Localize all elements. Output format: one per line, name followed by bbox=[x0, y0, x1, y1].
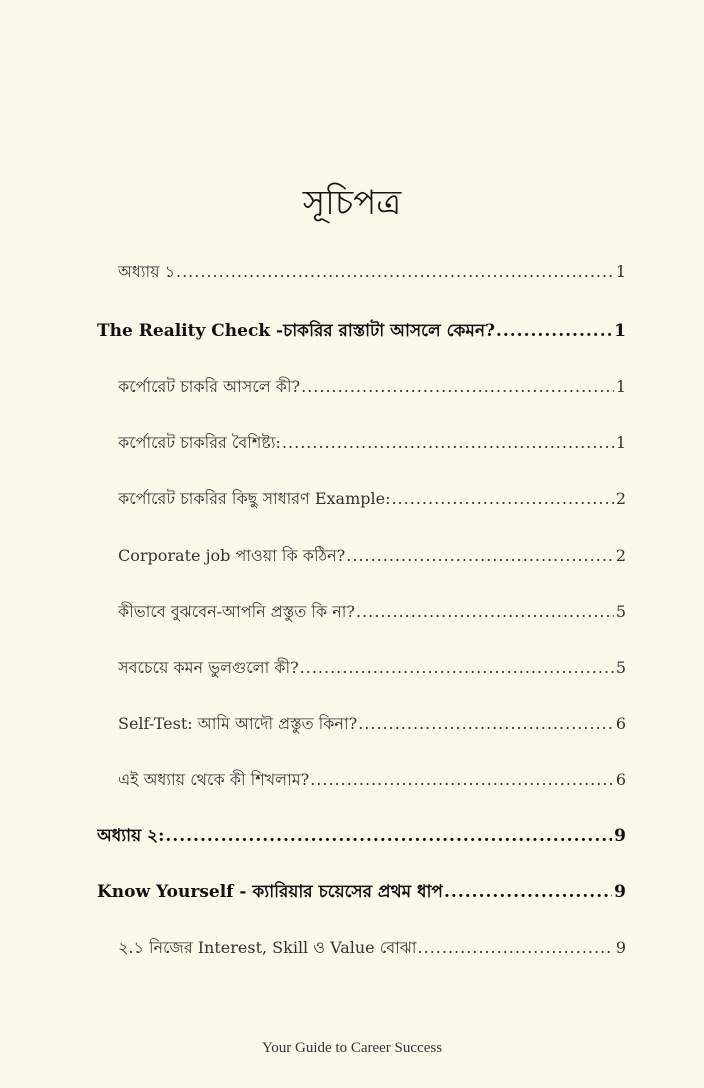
toc-dot-leader bbox=[310, 766, 614, 794]
toc-entry-text: কর্পোরেট চাকরি আসলে কী? bbox=[118, 377, 301, 396]
toc-page-number: 2 bbox=[615, 546, 626, 565]
toc-entry-text: কর্পোরেট চাকরির বৈশিষ্ট্য: bbox=[118, 433, 281, 452]
toc-dot-leader bbox=[358, 710, 614, 738]
toc-entry-text: ২.১ নিজের Interest, Skill ও Value বোঝা bbox=[118, 938, 417, 957]
toc-page-number: 1 bbox=[614, 321, 626, 341]
toc-page-number: 9 bbox=[614, 826, 626, 846]
toc-page-number: 9 bbox=[615, 938, 626, 957]
toc-dot-leader bbox=[176, 258, 614, 286]
toc-entry-text: কর্পোরেট চাকরির কিছু সাধারণ Example: bbox=[118, 489, 391, 508]
toc-entry-text: অধ্যায় ১ bbox=[118, 262, 175, 281]
toc-dot-leader bbox=[444, 878, 612, 906]
toc-page-number: 1 bbox=[615, 377, 626, 396]
toc-dot-leader bbox=[346, 542, 614, 570]
toc-entry[interactable] bbox=[118, 598, 626, 626]
toc-entry[interactable] bbox=[118, 710, 626, 738]
toc-page-number: 6 bbox=[615, 770, 626, 789]
toc-entry[interactable] bbox=[118, 485, 626, 513]
toc-entry[interactable] bbox=[118, 373, 626, 401]
toc-entry[interactable] bbox=[118, 429, 626, 457]
toc-page-number: 2 bbox=[615, 489, 626, 508]
toc-page-number: 5 bbox=[615, 602, 626, 621]
toc-dot-leader bbox=[356, 598, 614, 626]
toc-dot-leader bbox=[418, 934, 614, 962]
toc-entry[interactable] bbox=[97, 878, 626, 906]
toc-dot-leader bbox=[496, 317, 612, 345]
toc-dot-leader bbox=[300, 654, 614, 682]
toc-entry-text: সবচেয়ে কমন ভুলগুলো কী? bbox=[118, 658, 299, 677]
toc-page-number: 6 bbox=[615, 714, 626, 733]
toc-entry-text: The Reality Check -চাকরির রাস্তাটা আসলে কেমন? bbox=[97, 321, 495, 341]
toc-dot-leader bbox=[301, 373, 614, 401]
toc-entry[interactable] bbox=[118, 542, 626, 570]
page-title: সূচিপত্র bbox=[302, 183, 402, 223]
toc-page-number: 1 bbox=[615, 262, 626, 281]
page-footer: Your Guide to Career Success bbox=[261, 1040, 443, 1056]
toc-dot-leader bbox=[282, 429, 614, 457]
toc-entry-text: Know Yourself - ক্যারিয়ার চয়েসের প্রথম ধাপ bbox=[97, 882, 443, 902]
toc-page-number: 5 bbox=[615, 658, 626, 677]
toc-entry-text: কীভাবে বুঝবেন-আপনি প্রস্তুত কি না? bbox=[118, 602, 355, 621]
toc-entry-text: এই অধ্যায় থেকে কী শিখলাম? bbox=[118, 770, 310, 789]
toc-entry-text: Self-Test: আমি আদৌ প্রস্তুত কিনা? bbox=[118, 714, 358, 733]
toc-dot-leader bbox=[391, 485, 613, 513]
toc-entry[interactable] bbox=[118, 934, 626, 962]
toc-entry[interactable] bbox=[118, 766, 626, 794]
toc-entry[interactable] bbox=[97, 317, 626, 345]
toc-entry[interactable] bbox=[97, 822, 626, 850]
toc-dot-leader bbox=[165, 822, 612, 850]
toc-entry-text: Corporate job পাওয়া কি কঠিন? bbox=[118, 546, 346, 565]
toc-page-number: 1 bbox=[615, 433, 626, 452]
toc-entry[interactable] bbox=[118, 654, 626, 682]
toc-page-number: 9 bbox=[614, 882, 626, 902]
toc-entry-text: অধ্যায় ২: bbox=[97, 826, 165, 846]
toc-entry[interactable] bbox=[118, 258, 626, 286]
